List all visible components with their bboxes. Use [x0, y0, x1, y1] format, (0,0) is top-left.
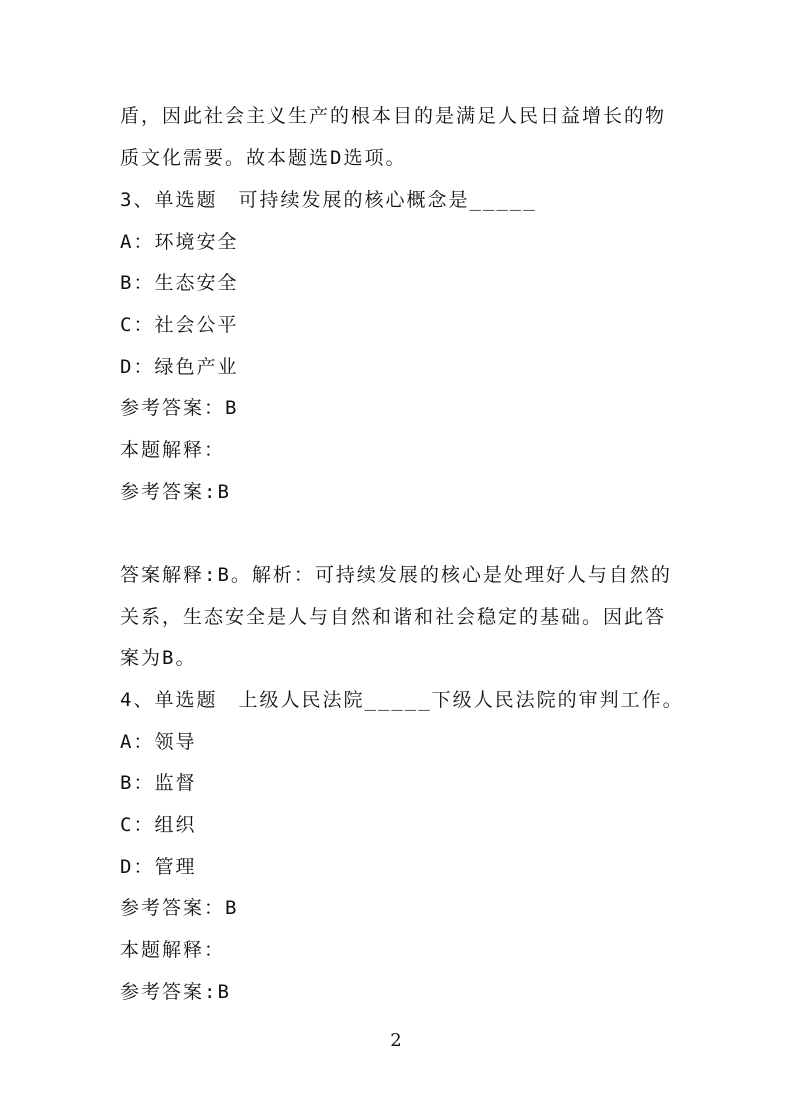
question-3-option-d: D：绿色产业: [120, 356, 239, 378]
question-4-option-d: D：管理: [120, 856, 197, 878]
question-3-explanation-text: 答案解释:B。解析：可持续发展的核心是处理好人与自然的: [120, 564, 672, 586]
question-3-explanation-text: 案为B。: [120, 647, 197, 669]
question-4-option-b: B：监督: [120, 772, 197, 794]
question-3-explanation-text: 关系，生态安全是人与自然和谐和社会稳定的基础。因此答: [120, 606, 667, 628]
question-3-option-a: A：环境安全: [120, 231, 239, 253]
page-number: 2: [390, 1030, 402, 1051]
question-4-reference-answer: 参考答案:B: [120, 981, 231, 1003]
question-3-stem: 3、单选题 可持续发展的核心概念是_____: [120, 189, 537, 211]
question-4-stem: 4、单选题 上级人民法院_____下级人民法院的审判工作。: [120, 689, 684, 711]
question-4-option-a: A：领导: [120, 731, 197, 753]
question-3-reference-answer: 参考答案:B: [120, 481, 231, 503]
question-4-option-c: C：组织: [120, 814, 197, 836]
question-3-option-c: C：社会公平: [120, 314, 239, 336]
text-line: 盾，因此社会主义生产的根本目的是满足人民日益增长的物: [120, 105, 667, 127]
question-3-option-b: B：生态安全: [120, 272, 239, 294]
question-4-answer: 参考答案：B: [120, 897, 239, 919]
question-3-explanation-label: 本题解释：: [120, 439, 226, 461]
question-4-explanation-label: 本题解释：: [120, 939, 226, 961]
text-line: 质文化需要。故本题选D选项。: [120, 147, 407, 169]
question-3-answer: 参考答案：B: [120, 397, 239, 419]
